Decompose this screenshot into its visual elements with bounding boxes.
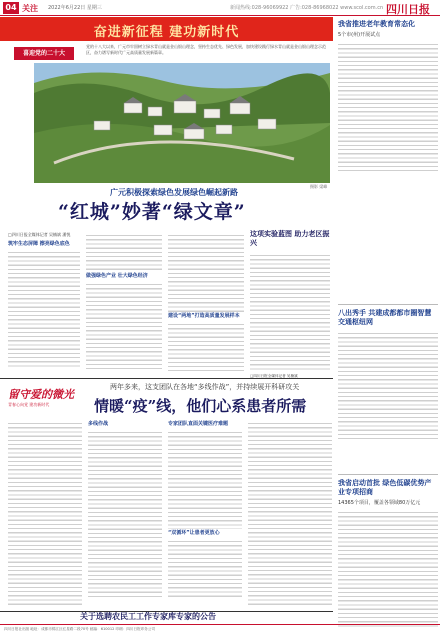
sidebar-block-3 (338, 470, 438, 629)
text-lines (8, 420, 82, 605)
text-lines (338, 330, 438, 440)
banner-title: 奋进新征程 建功新时代 (93, 25, 240, 40)
lead-subhead-3: 建设“两地”打造高质量发展样本 (168, 313, 240, 319)
text-lines (86, 232, 162, 272)
photo-credit: 摄影 梁峰 (310, 184, 328, 189)
story2-col-1 (8, 420, 82, 605)
lead-body-col-1 (8, 240, 80, 369)
sidebar-rule (338, 304, 438, 305)
text-lines (338, 41, 438, 171)
issue-date: 2022年6月22日 星期三 (48, 5, 102, 11)
sidebar-item3-sub: 14365个项目，覆盖各领域80万亿元 (338, 500, 421, 506)
text-lines (86, 281, 162, 371)
story2-headline: 情暖“疫”线，他们心系患者所需 (94, 397, 307, 415)
lead-body-col-2 (86, 232, 162, 371)
lead-kicker: 广元积极探索绿色发展绿色崛起新路 (110, 188, 238, 197)
sidebar-item1-title: 我省推进老年教育常态化 (338, 20, 415, 28)
text-lines (168, 232, 244, 312)
lead-byline: □四川日报全媒体记者 吴楠斌 潘悦 (8, 232, 71, 237)
lead-subhead-2: 做强绿色产业 壮大绿色经济 (86, 273, 148, 279)
news-sidebar (338, 20, 438, 171)
story2-col-3 (168, 420, 242, 598)
text-lines (248, 420, 332, 605)
story2-kicker: 两年多来，这支团队在各地“多线作战”，并持续展开科研攻关 (110, 383, 300, 391)
text-lines (338, 509, 438, 629)
story2-logo (8, 386, 88, 412)
text-lines (168, 321, 244, 371)
sidebar-block-2 (338, 300, 438, 440)
sidebar-item3-title: 我省启动首批 绿色低碳优势产业专项招商 (338, 479, 432, 496)
page-footer: 四川日报社出版 地址：成都市锦江区红星路二段70号 邮编：610012 印刷：四川日报印务公司 (0, 624, 440, 635)
section-name: 关注 (22, 4, 38, 13)
story2-subhead-1: 多线作战 (88, 421, 109, 427)
story2-col-2 (88, 420, 162, 599)
lead-body-col-3 (168, 232, 244, 371)
sidebar-item1-sub: 5个市(州)开展试点 (338, 32, 381, 38)
text-lines (8, 249, 80, 369)
sub-story-byline: □四川日报全媒体记者 吴楠斌 (250, 374, 298, 378)
text-lines (168, 429, 242, 529)
story2-subhead-3: “双循环”让患者更放心 (168, 530, 220, 537)
sidebar-item2-title: 八出秀手 共建成都都市圈智慧交通枢纽网 (338, 309, 432, 326)
story2-col-4 (248, 420, 332, 605)
lead-intro: 党的十八大以来，广元市牢固树立绿水青山就是金山银山理念，坚持生态优先、绿色发展，加快建设践行绿水青山就是金山银山理念示范区，奋力谱写新时代广元高质量发展新篇章。 (86, 44, 326, 55)
hillside-village-image (34, 63, 330, 183)
sub-story (250, 230, 330, 379)
sub-story-title: 这项实验蓝图 助力老区振兴 (250, 230, 330, 247)
text-lines (88, 429, 162, 599)
sidebar-rule (338, 474, 438, 475)
newspaper-logo: 四川日报 (386, 3, 430, 16)
contact-line: 新闻热线:028-96069922 广告:028-86968022 www.scol.com.cn (230, 5, 384, 11)
page-number: 04 (3, 2, 19, 14)
text-lines (250, 252, 330, 372)
lead-photo (34, 63, 330, 183)
special-column-label: 喜迎党的二十大 (14, 47, 74, 60)
lead-headline: “红城”妙著“绿文章” (58, 201, 246, 223)
bottom-notice-title: 关于选聘农民工工作专家库专家的公告 (80, 612, 216, 621)
story2-logo-title: 留守爱的微光 (8, 388, 74, 401)
text-lines (168, 538, 242, 598)
story2-logo-sub: 青春心向党 建功新时代 (8, 402, 50, 407)
section-divider (0, 378, 333, 379)
story2-subhead-2: 专家团队直面关键医疗难题 (168, 421, 229, 427)
lead-subhead-1: 筑牢生态屏障 擦亮绿色底色 (8, 241, 70, 247)
